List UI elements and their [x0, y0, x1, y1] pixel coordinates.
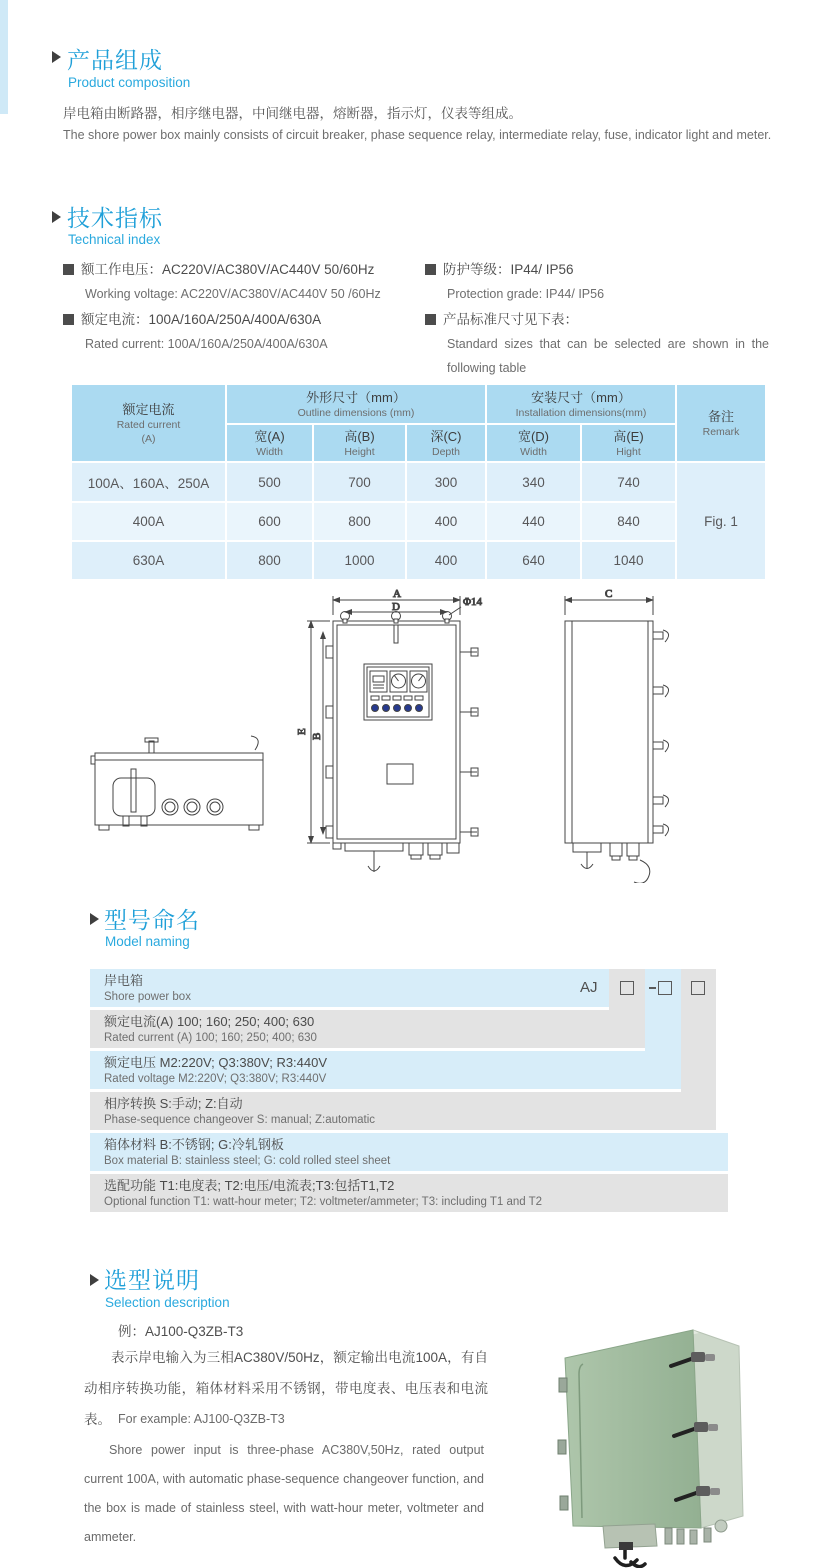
square-bullet-icon — [63, 264, 74, 275]
svg-text:A: A — [393, 588, 401, 600]
svg-text:B: B — [311, 732, 323, 740]
naming-row-current: 额定电流(A) 100; 160; 250; 400; 630 Rated current (A) 100; 160; 250; 400; 630 — [90, 1010, 645, 1048]
col-header-width-a: 宽(A) Width — [226, 424, 313, 462]
section-title-composition: 产品组成 — [67, 47, 163, 73]
col-header-depth-c: 深(C) Depth — [406, 424, 486, 462]
model-placeholder-box — [658, 981, 672, 995]
section-subtitle-composition: Product composition — [68, 75, 191, 90]
col-header-height-b: 高(B) Height — [313, 424, 406, 462]
spec-rated-current-en: Rated current: 100A/160A/250A/400A/630A — [85, 337, 328, 351]
section-title-selection: 选型说明 — [104, 1267, 200, 1293]
spec-standard-sizes-zh: 产品标准尺寸见下表： — [425, 307, 770, 332]
section-arrow-icon — [90, 1274, 99, 1286]
size-table — [70, 383, 767, 581]
square-bullet-icon — [425, 264, 436, 275]
naming-row-voltage: 额定电压 M2:220V; Q3:380V; R3:440V Rated voltage M2:220V; Q3:380V; R3:440V — [90, 1051, 681, 1089]
square-bullet-icon — [63, 314, 74, 325]
spec-column-left — [63, 257, 418, 357]
section-subtitle-selection: Selection description — [105, 1295, 230, 1310]
left-edge-strip — [0, 0, 8, 114]
spec-standard-sizes-en: Standard sizes that can be selected are shown in the following table — [447, 337, 769, 375]
section-subtitle-technical: Technical index — [68, 232, 161, 247]
col-header-hight-e: 高(E) Hight — [581, 424, 676, 462]
svg-text:Φ14: Φ14 — [463, 596, 483, 608]
spec-column-right — [425, 257, 770, 380]
model-prefix: AJ — [580, 979, 598, 996]
table-row: 100A、160A、250A 500 700 300 340 740 Fig. 1 — [71, 462, 766, 502]
col-header-remark: 备注 Remark — [676, 384, 766, 462]
spec-working-voltage-zh: 额工作电压：AC220V/AC380V/AC440V 50/60Hz — [63, 257, 418, 282]
composition-body-en: The shore power box mainly consists of circuit breaker, phase sequence relay, intermediate relay, fuse, indicator light and meter. — [63, 128, 772, 142]
section-title-naming: 型号命名 — [104, 907, 200, 933]
section-subtitle-naming: Model naming — [105, 934, 190, 949]
col-group-installation: 安装尺寸（mm） Installation dimensions(mm) — [486, 384, 676, 424]
selection-body-zh: 表示岸电输入为三相AC380V/50Hz，额定输出电流100A，有自动相序转换功能，箱体材料采用不锈钢，带电度表、电压表和电流表。 — [84, 1350, 488, 1427]
remark-cell: Fig. 1 — [676, 462, 766, 580]
svg-text:C: C — [605, 588, 613, 600]
selection-example-en: For example: AJ100-Q3ZB-T3 — [118, 1412, 285, 1426]
square-bullet-icon — [425, 314, 436, 325]
model-placeholder-box — [691, 981, 705, 995]
model-placeholder-box — [620, 981, 634, 995]
naming-row-material: 箱体材料 B:不锈钢; G:冷轧钢板 Box material B: stainless steel; G: cold rolled steel sheet — [90, 1133, 728, 1171]
spec-working-voltage-en: Working voltage: AC220V/AC380V/AC440V 50 /60Hz — [85, 287, 381, 301]
col-header-rated-current: 额定电流 Rated current (A) — [71, 384, 226, 462]
col-group-outline: 外形尺寸（mm） Outline dimensions (mm) — [226, 384, 486, 424]
dimension-drawing — [65, 588, 765, 883]
svg-text:D: D — [392, 601, 400, 613]
section-arrow-icon — [90, 913, 99, 925]
naming-row-changeover: 相序转换 S:手动; Z:自动 Phase-sequence changeover S: manual; Z:automatic — [90, 1092, 716, 1130]
spec-protection-grade-en: Protection grade: IP44/ IP56 — [447, 287, 605, 301]
table-row: 400A 600 800 400 440 840 — [71, 502, 766, 541]
section-arrow-icon — [52, 211, 61, 223]
selection-body-en: Shore power input is three-phase AC380V,50Hz, rated output current 100A, with automatic phase-sequence changeover function, and the box is made of stainless steel, with watt-hour meter, voltmeter and ammeter. — [84, 1443, 484, 1544]
selection-example-zh: 例：AJ100-Q3ZB-T3 — [118, 1324, 244, 1339]
table-row: 630A 800 1000 400 640 1040 — [71, 541, 766, 580]
col-header-width-d: 宽(D) Width — [486, 424, 581, 462]
model-dash — [649, 987, 656, 989]
svg-text:E: E — [296, 728, 308, 735]
composition-body-zh: 岸电箱由断路器，相序继电器，中间继电器，熔断器，指示灯，仪表等组成。 — [63, 106, 522, 121]
section-title-technical: 技术指标 — [67, 205, 163, 231]
naming-row-optional: 选配功能 T1:电度表; T2:电压/电流表;T3:包括T1,T2 Optional function T1: watt-hour meter; T2: voltmeter/ammeter; T3: including T1 and T2 — [90, 1174, 728, 1212]
naming-row-product: 岸电箱 Shore power box — [90, 969, 609, 1007]
product-photo — [543, 1300, 830, 1568]
spec-protection-grade-zh: 防护等级：IP44/ IP56 — [425, 257, 770, 282]
spec-rated-current-zh: 额定电流：100A/160A/250A/400A/630A — [63, 307, 418, 332]
section-arrow-icon — [52, 51, 61, 63]
